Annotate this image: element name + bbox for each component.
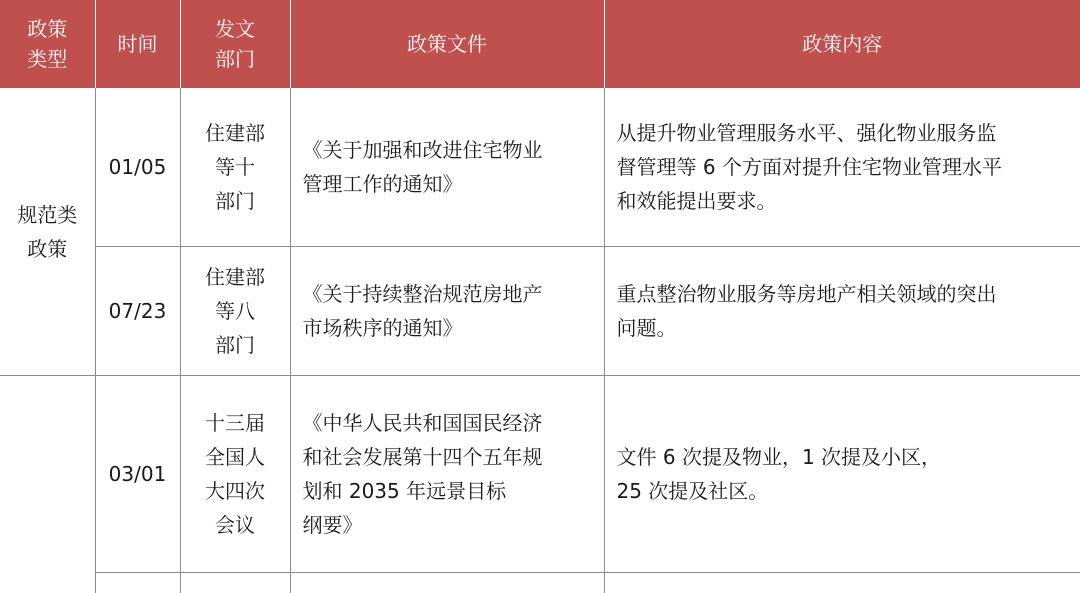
dept-cell: 十三届 全国人 大四次 会议: [180, 376, 290, 573]
content-cell: 文件 6 次提及物业，1 次提及小区， 25 次提及社区。: [604, 376, 1080, 573]
date-cell: 07/23: [95, 247, 180, 376]
table-row: [0, 573, 1080, 593]
empty-cell: [180, 573, 290, 593]
header-issuing-dept: 发文 部门: [180, 0, 290, 88]
content-cell: 重点整治物业服务等房地产相关领域的突出 问题。: [604, 247, 1080, 376]
empty-cell: [95, 573, 180, 593]
table-row: [0, 88, 1080, 247]
policy-type-cell: [0, 376, 95, 593]
header-row: [0, 0, 1080, 88]
date-cell: 03/01: [95, 376, 180, 573]
header-policy-document: 政策文件: [290, 0, 604, 88]
dept-cell: 住建部 等八 部门: [180, 247, 290, 376]
dept-cell: 住建部 等十 部门: [180, 88, 290, 247]
empty-cell: [604, 573, 1080, 593]
document-cell: 《中华人民共和国国民经济 和社会发展第十四个五年规 划和 2035 年远景目标 纲要》: [290, 376, 604, 573]
document-cell: 《关于加强和改进住宅物业 管理工作的通知》: [290, 88, 604, 247]
policy-type-cell: 规范类 政策: [0, 88, 95, 376]
empty-cell: [290, 573, 604, 593]
header-policy-type: 政策 类型: [0, 0, 95, 88]
header-policy-content: 政策内容: [604, 0, 1080, 88]
date-cell: 01/05: [95, 88, 180, 247]
document-cell: 《关于持续整治规范房地产 市场秩序的通知》: [290, 247, 604, 376]
table-row: [0, 376, 1080, 573]
table-row: [0, 247, 1080, 376]
header-date: 时间: [95, 0, 180, 88]
content-cell: 从提升物业管理服务水平、强化物业服务监 督管理等 6 个方面对提升住宅物业管理水平 和效能提出要求。: [604, 88, 1080, 247]
